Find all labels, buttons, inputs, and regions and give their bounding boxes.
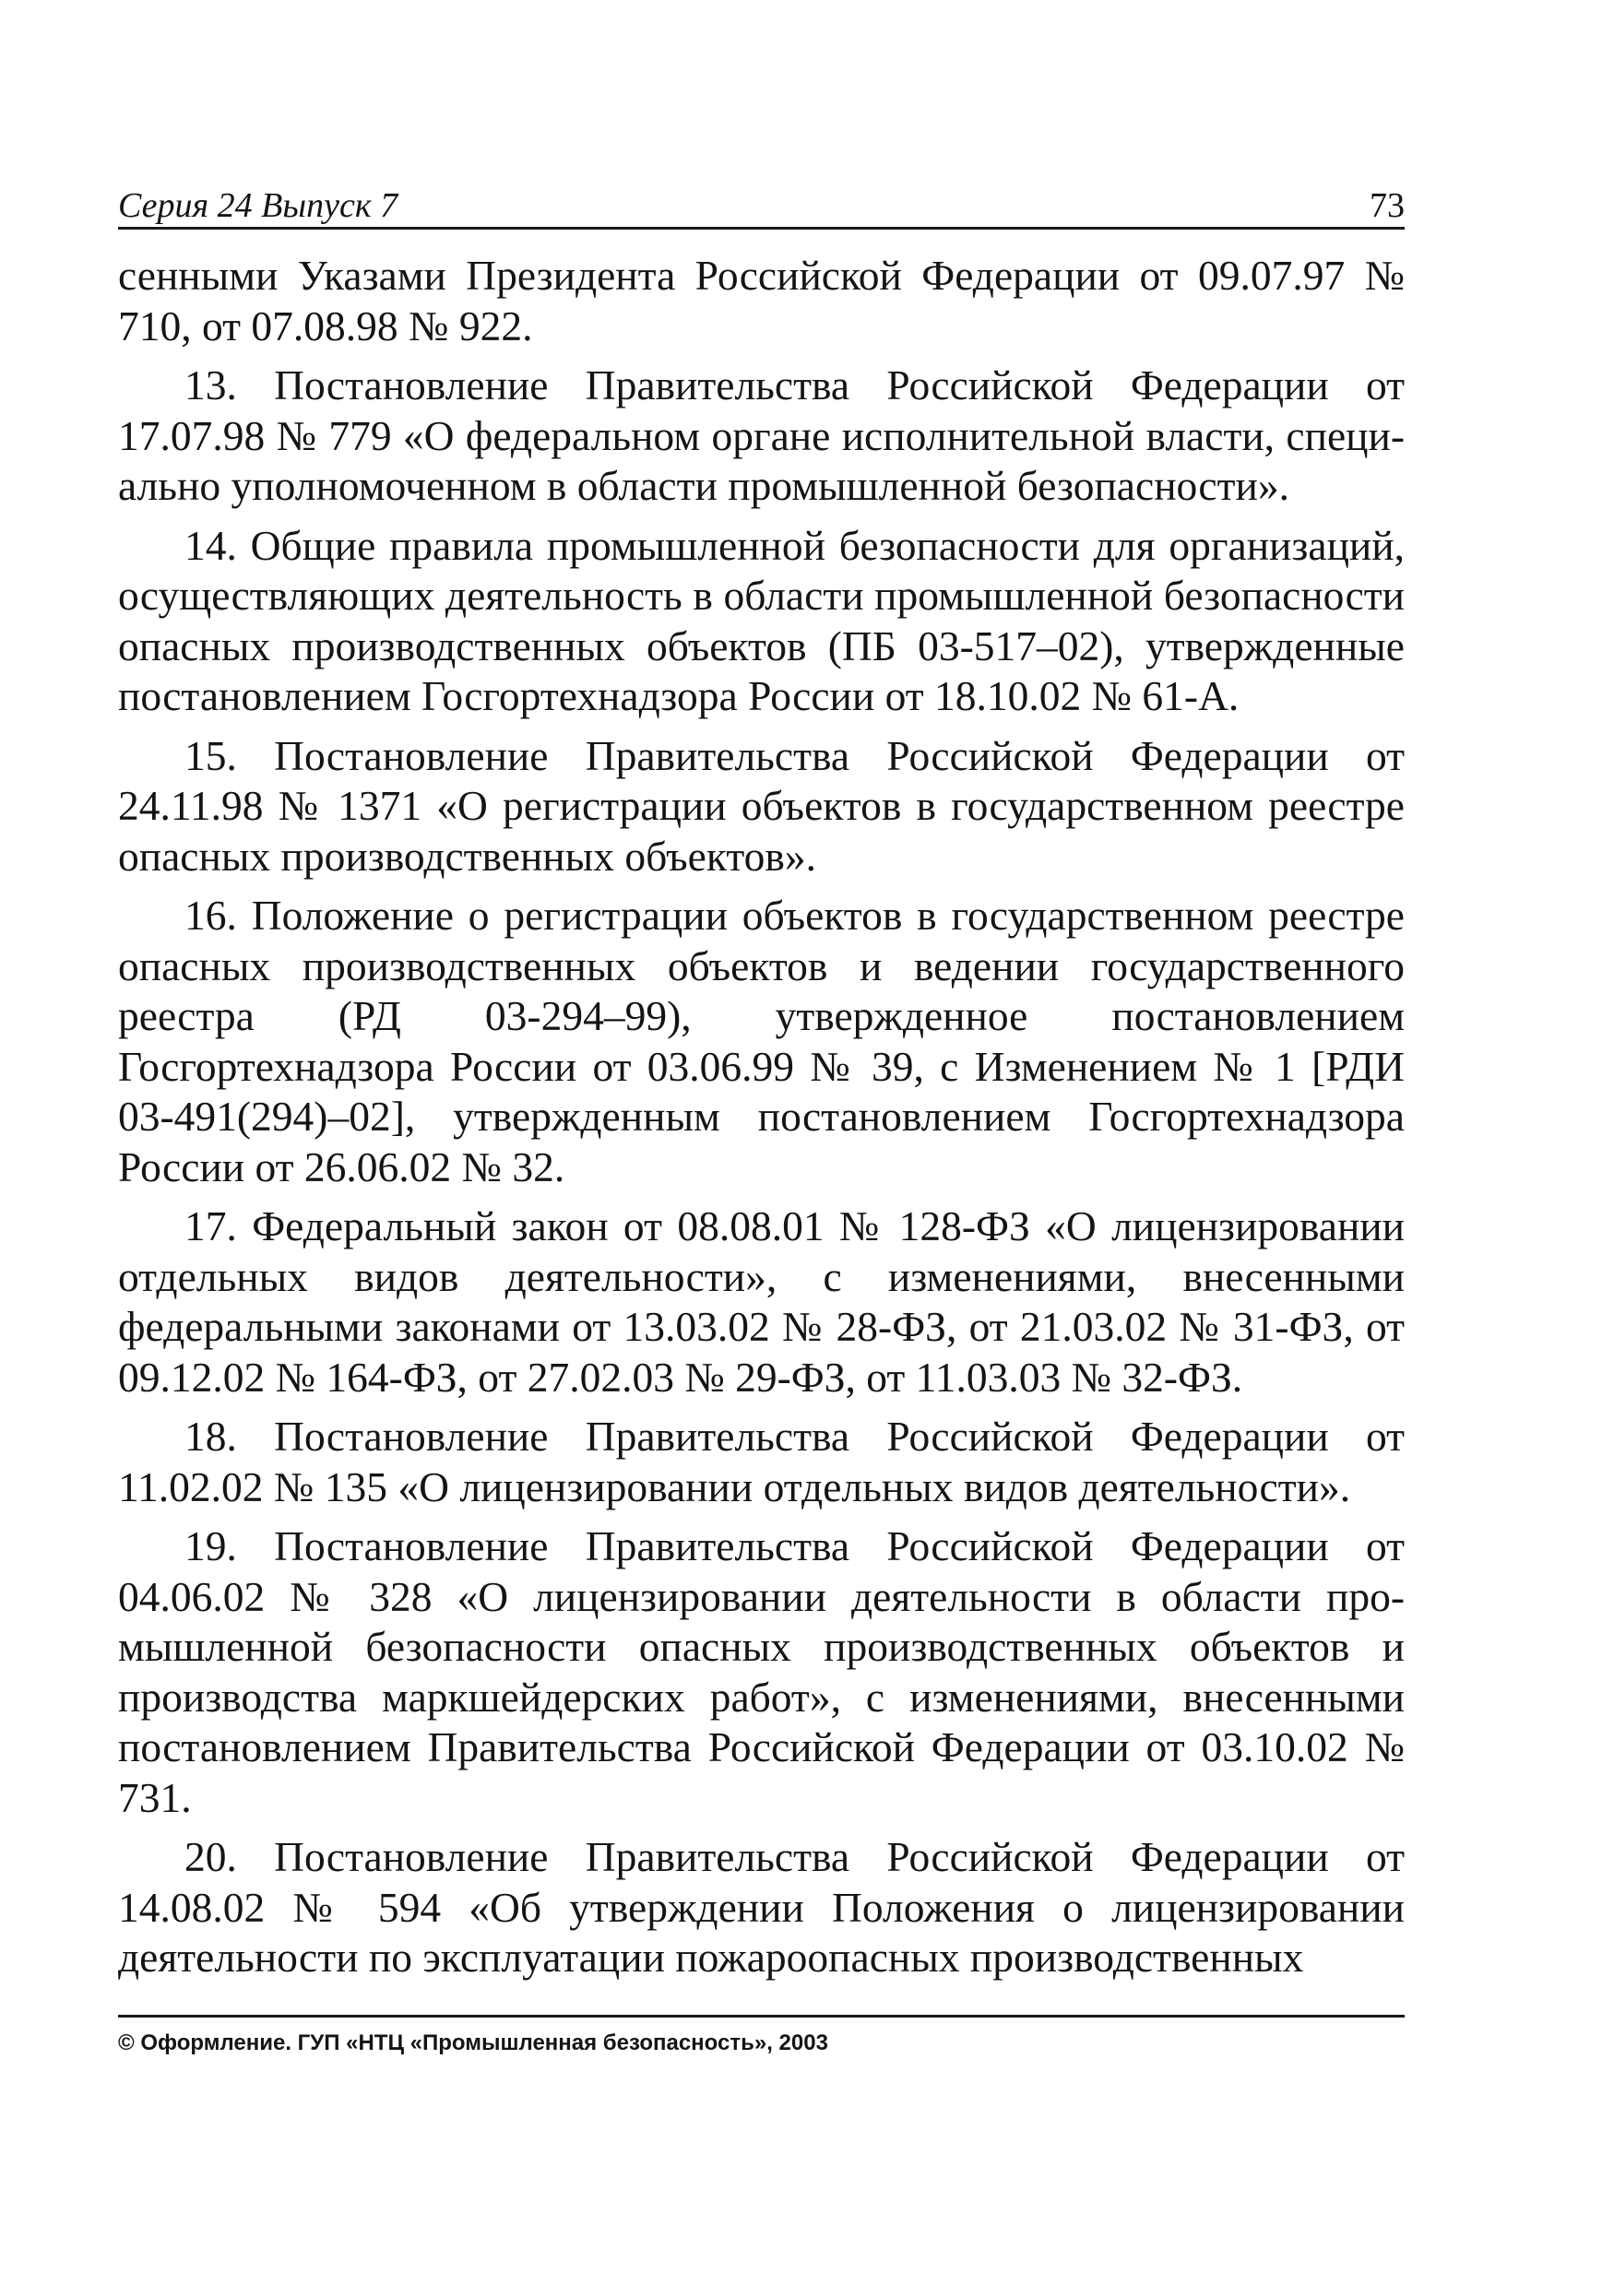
body-text: [118, 251, 1405, 1993]
paragraph-item-18: 18. Постановление Правительства Российской Федерации от 11.02.02 № 135 «О лицензировании отдельных видов деятельности».: [118, 1413, 1405, 1510]
paragraph-item-16: 16. Положение о регистрации объектов в государственном реестре опасных производственных объектов и ведении государственного реестра (РД 03-294–99), утвержденное постановлением Госгортехнадзора России от 03.06.99 № 39, с Изменением № 1 [РДИ 03-491(294)–02], утвержденным постановлением Госгортехнадзора России от 26.06.02 № 32.: [118, 892, 1405, 1190]
page-header: [118, 181, 1405, 230]
paragraph-item-13: 13. Постановление Правительства Российской Федерации от 17.07.98 № 779 «О федеральном органе исполнительной власти, специально уполномоченном в области промышленной безопасности».: [118, 361, 1405, 509]
paragraph-item-20: 20. Постановление Правительства Российской Федерации от 14.08.02 № 594 «Об утверждении Положения о лицензировании деятельности по эксплуатации пожароопасных производственных: [118, 1833, 1405, 1981]
paragraph-item-17: 17. Федеральный закон от 08.08.01 № 128-ФЗ «О лицензировании отдельных видов деятельности», с изменениями, внесенными федеральными законами от 13.03.02 № 28-ФЗ, от 21.03.02 № 31-ФЗ, от 09.12.02 № 164-ФЗ, от 27.02.03 № 29-ФЗ, от 11.03.03 № 32-ФЗ.: [118, 1202, 1405, 1401]
paragraph-item-14: 14. Общие правила промышленной безопасности для организаций, осуществляющих деятельность в области промышленной безопасности опасных производственных объектов (ПБ 03-517–02), утвержденные постановлением Госгортехнадзора России от 18.10.02 № 61-А.: [118, 521, 1405, 719]
paragraph-item-15: 15. Постановление Правительства Российской Федерации от 24.11.98 № 1371 «О регистрации объектов в государственном реестре опасных производственных объектов».: [118, 731, 1405, 880]
paragraph-continuation: сенными Указами Президента Российской Федерации от 09.07.97 № 710, от 07.08.98 № 922.: [118, 252, 1405, 349]
page-number: 73: [1370, 186, 1405, 225]
paragraph-item-19: 19. Постановление Правительства Российской Федерации от 04.06.02 № 328 «О лицензировании деятельности в области промышленной безопасности опасных производственных объектов и производства маркшейдерских работ», с изменениями, внесенными постановлением Правительства Российской Федерации от 03.10.02 № 731.: [118, 1522, 1405, 1821]
page-footer: [118, 2015, 1405, 2057]
copyright-notice: © Оформление. ГУП «НТЦ «Промышленная безопасность», 2003: [118, 2030, 828, 2055]
running-title: Серия 24 Выпуск 7: [118, 186, 398, 225]
